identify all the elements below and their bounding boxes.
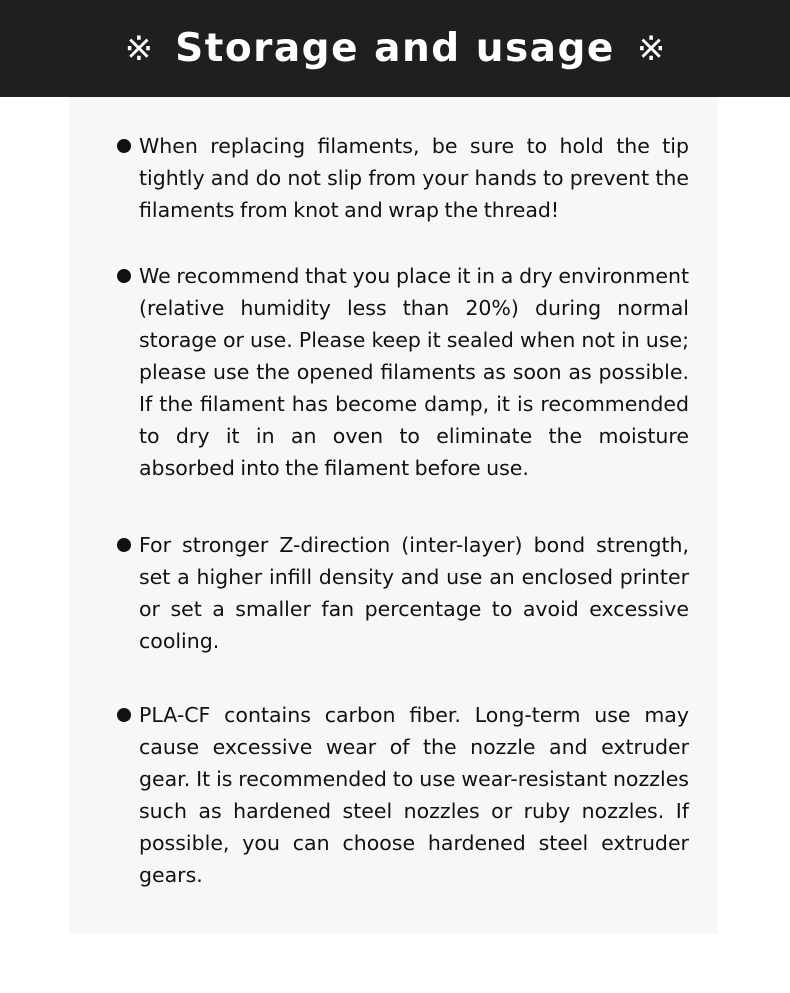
list-item-text: When replacing filaments, be sure to hold the tip tightly and do not slip from your hands to prevent the filaments from knot and wrap the thread! (139, 134, 689, 222)
list-item-text: We recommend that you place it in a dry environment (relative humidity less than 20%) during normal storage or use. Please keep it sealed when not in use; please use the opened filaments as soon as possible. If the filament has become damp, it is recommended to dry it in an oven to eliminate the moisture absorbed into the filament before use. (139, 264, 689, 480)
reference-mark-icon-left: ※ (124, 28, 154, 69)
bullet-icon (117, 538, 131, 552)
bullet-icon (117, 139, 131, 153)
list-item (117, 529, 689, 657)
list-item (117, 130, 689, 226)
list-item-text: For stronger Z-direction (inter-layer) bond strength, set a higher infill density and use an enclosed printer or set a smaller fan percentage to avoid excessive cooling. (139, 533, 689, 653)
bullet-icon (117, 269, 131, 283)
content-panel (69, 97, 718, 934)
page-header (0, 0, 790, 97)
bullet-icon (117, 708, 131, 722)
list-item (117, 699, 689, 891)
list-item-text: PLA-CF contains carbon fiber. Long-term use may cause excessive wear of the nozzle and extruder gear. It is recommended to use wear-resistant nozzles such as hardened steel nozzles or ruby nozzles. If possible, you can choose hardened steel extruder gears. (139, 703, 689, 887)
page-title: Storage and usage (175, 26, 615, 71)
reference-mark-icon-right: ※ (636, 28, 666, 69)
list-item (117, 260, 689, 484)
